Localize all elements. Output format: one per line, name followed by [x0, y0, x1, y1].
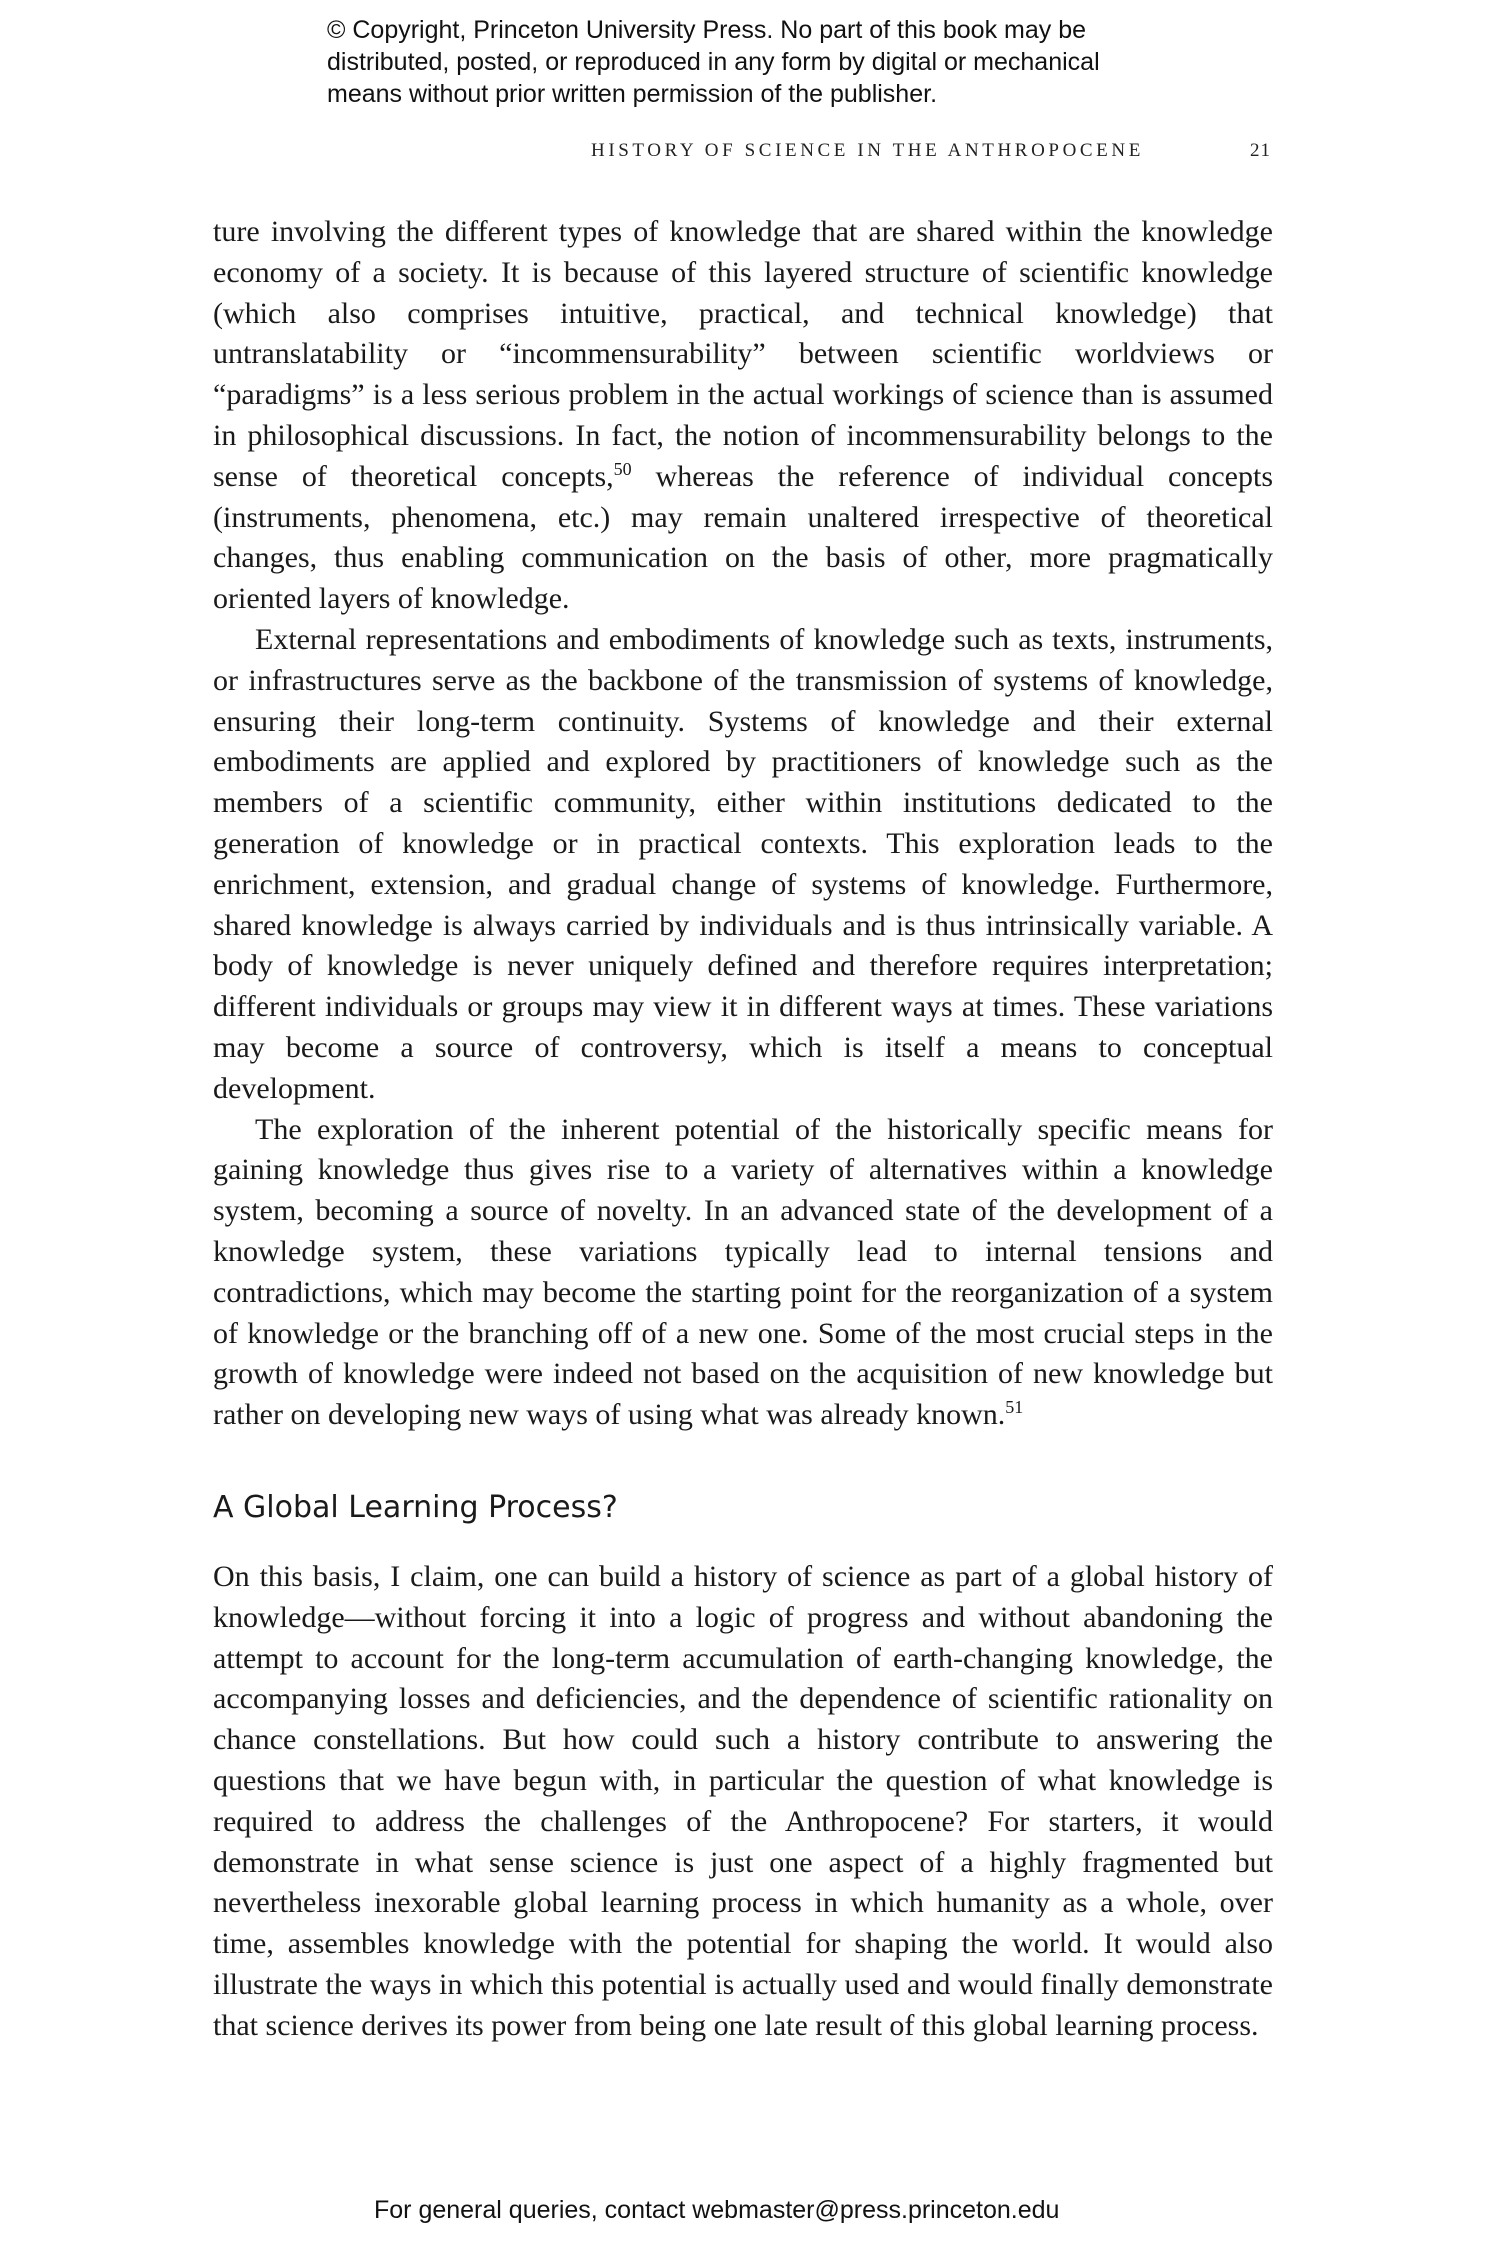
copyright-line: means without prior written permission of the publisher.: [327, 80, 938, 108]
page-number: 21: [1250, 140, 1271, 161]
paragraph-text: On this basis, I claim, one can build a history of science as part of a global history of knowledge—without forcing it into a logic of progress and without abandoning the attempt to account for the long-term accumulation of earth-changing knowledge, the accompanying losses and deficiencies, and the dependence of scientific rationality on chance constellations. But how could such a history contribute to answering the questions that we have begun with, in particular the question of what knowledge is required to address the challenges of the Anthropocene? For starters, it would demonstrate in what sense science is just one aspect of a highly fragmented but nevertheless inexorable global learning process in which humanity as a whole, over time, assembles knowledge with the potential for shaping the world. It would also illustrate the ways in which this potential is actually used and would finally demonstrate that science derives its power from being one late result of this global learning process.: [213, 1560, 1273, 2042]
copyright-line: distributed, posted, or reproduced in any form by digital or mechanical: [327, 48, 1100, 76]
copyright-notice: [327, 14, 1227, 110]
paragraph-text: whereas the reference of individual concepts (instruments, phenomena, etc.) may remain unaltered irrespective of theoretical changes, thus enabling communication on the basis of other, more pragmatically oriented layers of knowledge.: [213, 459, 1273, 616]
footer-contact: For general queries, contact webmaster@press.princeton.edu: [374, 2196, 1060, 2224]
footnote-reference[interactable]: 50: [613, 458, 632, 479]
section-heading: A Global Learning Process?: [213, 1490, 618, 1525]
main-text: [213, 212, 1273, 1436]
paragraph: [213, 1557, 1273, 2047]
running-head: [591, 140, 1271, 162]
paragraph: [213, 212, 1273, 620]
paragraph: [213, 1110, 1273, 1436]
running-head-title: HISTORY OF SCIENCE IN THE ANTHROPOCENE: [591, 140, 1144, 161]
copyright-line: © Copyright, Princeton University Press. No part of this book may be: [327, 16, 1087, 44]
paragraph-text: External representations and embodiments of knowledge such as texts, instruments, or infrastructures serve as the backbone of the transmission of systems of knowledge, ensuring their long-term continuity. Systems of knowledge and their external embodiments are applied and explored by practitioners of knowledge such as the members of a scientific community, either within institutions dedicated to the generation of knowledge or in practical contexts. This exploration leads to the enrichment, extension, and gradual change of systems of knowledge. Furthermore, shared knowledge is always carried by individuals and is thus intrinsically variable. A body of knowledge is never uniquely defined and therefore requires interpretation; different individuals or groups may view it in different ways at times. These variations may become a source of controversy, which is itself a means to conceptual development.: [213, 622, 1273, 1105]
footnote-reference[interactable]: 51: [1005, 1397, 1024, 1418]
paragraph: [213, 620, 1273, 1110]
section-text: [213, 1557, 1273, 2047]
paragraph-text: The exploration of the inherent potential of the historically specific means for gaining knowledge thus gives rise to a variety of alternatives within a knowledge system, becoming a source of novelty. In an advanced state of the development of a knowledge system, these variations typically lead to internal tensions and contradictions, which may become the starting point for the reorganization of a system of knowledge or the branching off of a new one. Some of the most crucial steps in the growth of knowledge were indeed not based on the acquisition of new knowledge but rather on developing new ways of using what was already known.: [213, 1112, 1273, 1432]
paragraph-text: ture involving the different types of knowledge that are shared within the knowledge economy of a society. It is because of this layered structure of scientific knowledge (which also comprises intuitive, practical, and technical knowledge) that untranslatability or “incommensurability” between scientific worldviews or “paradigms” is a less serious problem in the actual workings of science than is assumed in philosophical discussions. In fact, the notion of incommensurability belongs to the sense of theoretical concepts,: [213, 215, 1273, 493]
